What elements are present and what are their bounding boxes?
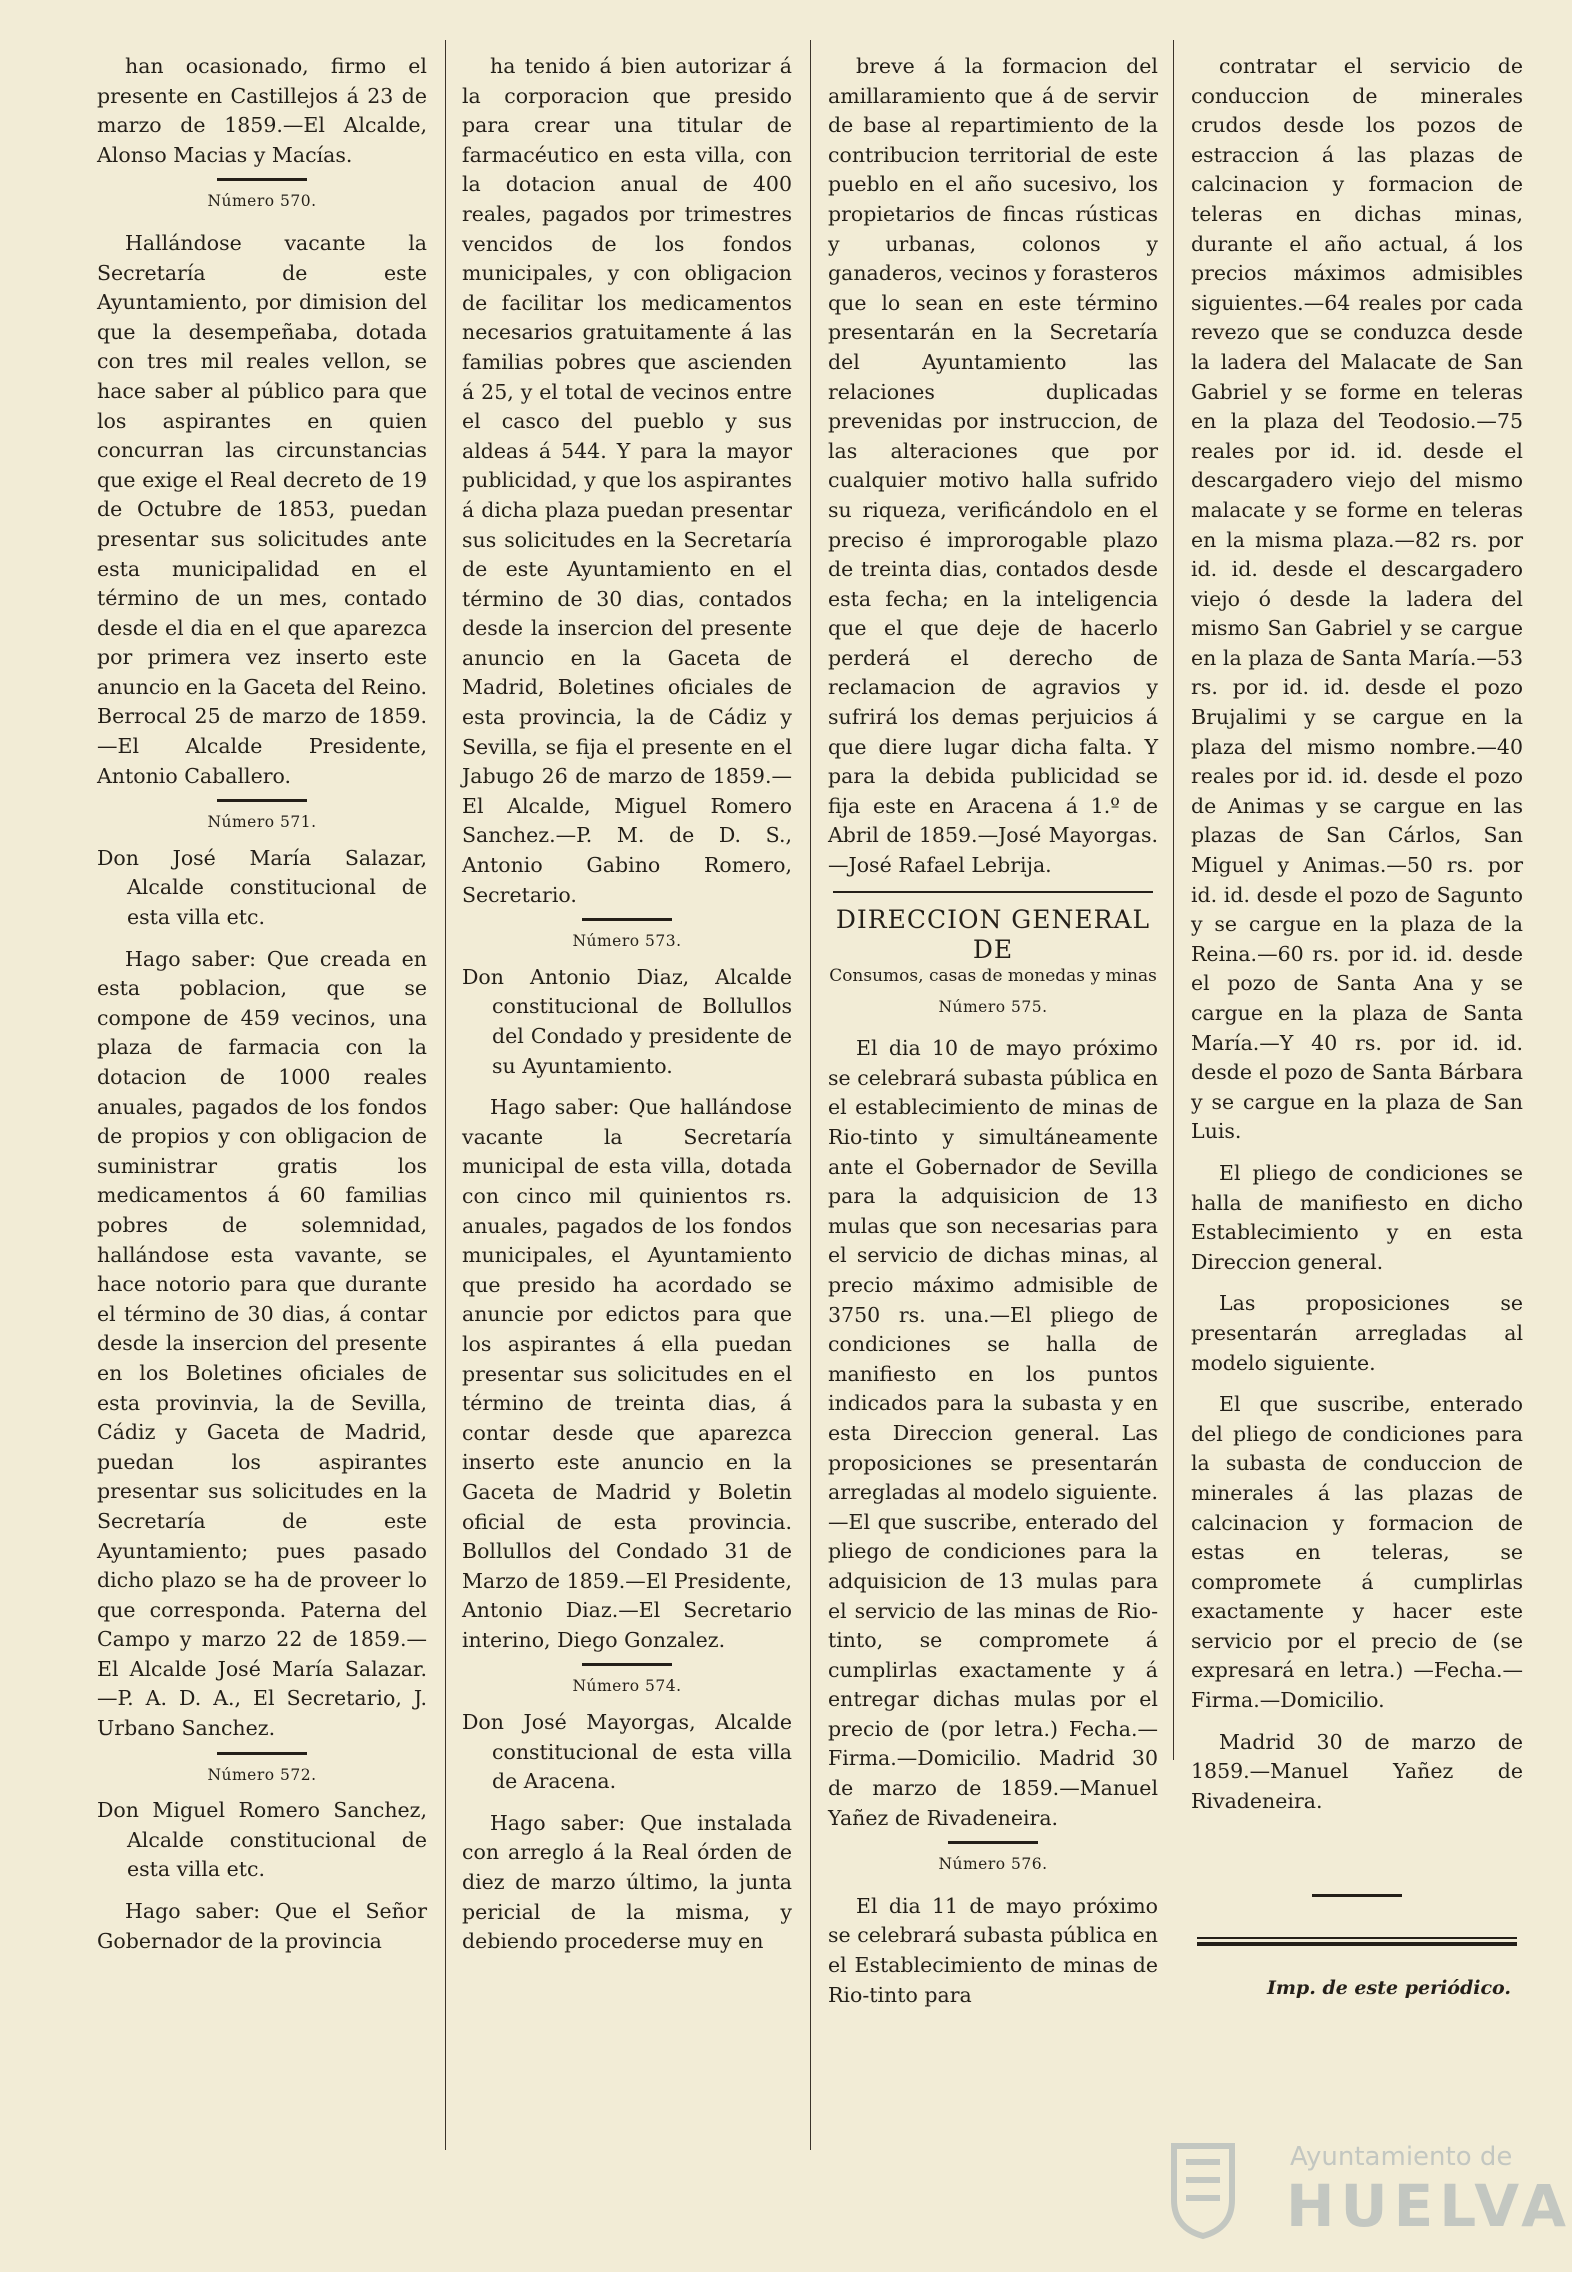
article-paragraph: Hago saber: Que instalada con arreglo á la Real órden de diez de marzo último, la junta pericial de la misma, y debiendo procederse muy en — [462, 1810, 792, 1954]
separator-dash — [217, 799, 307, 802]
notice-number: Número 576. — [938, 1855, 1048, 1874]
column-rule — [1173, 40, 1174, 1760]
closing-rules — [1191, 1937, 1523, 1946]
watermark-line1: Ayuntamiento de — [1290, 2142, 1513, 2172]
article-paragraph: ha tenido á bien autorizar á la corporacion que presido para crear una titular de farmacéutico en esta villa, con la dotacion anual de 400 reales, pagados por trimestres vencidos de los fondos municipales, y con obligacion de facilitar los medicamentos necesarios gratuitamente á las familias pobres que ascienden á 25, y el total de vecinos entre el casco del pueblo y sus aldeas á 544. Y para la mayor publicidad, y que los aspirantes á dicha plaza puedan presentar sus solicitudes en la Secretaría de este Ayuntamiento en el término de 30 dias, contados desde la insercion del presente anuncio en la Gaceta de Madrid, Boletines oficiales de esta provincia, la de Cádiz y Sevilla, se fija el presente en el Jabugo 26 de marzo de 1859.—El Alcalde, Miguel Romero Sanchez.—P. M. de D. S., Antonio Gabino Romero, Secretario. — [462, 54, 792, 907]
column-rule — [810, 40, 811, 2150]
article-paragraph: El dia 11 de mayo próximo se celebrará subasta pública en el Establecimiento de minas de Rio-tinto para — [828, 1893, 1158, 2007]
section-subtitle: Consumos, casas de monedas y minas — [829, 965, 1157, 986]
printer-imprint: Imp. de este periódico. — [1266, 1977, 1511, 2000]
separator-dash — [582, 1663, 672, 1666]
separator-dash — [948, 1841, 1038, 1844]
article-heading: Don Antonio Diaz, Alcalde constitucional de Bollullos del Condado y presidente de su Ayuntamiento. — [462, 964, 792, 1078]
article-paragraph: breve á la formacion del amillaramiento que á de servir de base al repartimiento de la contribucion territorial de este pueblo en el año sucesivo, los propietarios de fincas rústicas y urbanas, colonos y ganaderos, vecinos y forasteros que lo sean en este término presentarán en la Secretaría del Ayuntamiento las relaciones duplicadas prevenidas por instruccion, de las alteraciones que por cualquier motivo halla sufrido su riqueza, verificándolo en el preciso é improrogable plazo de treinta dias, contados desde esta fecha; en la inteligencia que el que deje de hacerlo perderá el derecho de reclamacion de agravios y sufrirá los demas perjuicios á que diere lugar dicha falta. Y para la debida publicidad se fija este en Aracena á 1.º de Abril de 1859.—José Mayorgas.—José Rafael Lebrija. — [828, 54, 1158, 878]
watermark-line2: HUELVA — [1286, 2172, 1572, 2240]
article-paragraph: Hallándose vacante la Secretaría de este Ayuntamiento, por dimision del que la desempeñaba, dotada con tres mil reales vellon, se hace saber al público para que los aspirantes en quien concurran las circunstancias que exige el Real decreto de 19 de Octubre de 1853, puedan presentar sus solicitudes ante esta municipalidad en el término de un mes, contado desde el dia en el que aparezca por primera vez inserto este anuncio en la Gaceta del Reino. Berrocal 25 de marzo de 1859.—El Alcalde Presidente, Antonio Caballero. — [97, 230, 427, 788]
article-paragraph: Madrid 30 de marzo de 1859.—Manuel Yañez de Rivadeneira. — [1191, 1729, 1523, 1813]
article-paragraph: El dia 10 de mayo próximo se celebrará subasta pública en el establecimiento de minas de Rio-tinto y simultáneamente ante el Gobernador de Sevilla para la adquisicion de 13 mulas que son necesarias para el servicio de dichas minas, al precio máximo admisible de 3750 rs. una.—El pliego de condiciones se halla de manifiesto en los puntos indicados para la subasta y en esta Direccion general. Las proposiciones se presentarán arregladas al modelo siguiente.—El que suscribe, enterado del pliego de condiciones para la adquisicion de 13 mulas para el servicio de las minas de Rio-tinto, se compromete á cumplirlas exactamente y á entregar dichas mulas por el precio de (por letra.) Fecha.—Firma.—Domicilio. Madrid 30 de marzo de 1859.—Manuel Yañez de Rivadeneira. — [828, 1036, 1158, 1830]
article-heading: Don José Mayorgas, Alcalde constitucional de esta villa de Aracena. — [462, 1710, 792, 1794]
closing-rule — [1197, 1942, 1517, 1946]
separator-dash — [217, 178, 307, 181]
column-rule — [445, 40, 446, 2150]
huelva-watermark — [1168, 2140, 1572, 2250]
article-paragraph: Las proposiciones se presentarán arregladas al modelo siguiente. — [1191, 1291, 1523, 1375]
notice-number: Número 570. — [207, 192, 317, 211]
section-rule — [833, 891, 1153, 893]
article-paragraph: Hago saber: Que el Señor Gobernador de la provincia — [97, 1899, 427, 1953]
article-heading: Don José María Salazar, Alcalde constitucional de esta villa etc. — [97, 845, 427, 930]
article-paragraph: Hago saber: Que creada en esta poblacion, que se compone de 459 vecinos, una plaza de farmacia con la dotacion de 1000 reales anuales, pagados de los fondos de propios y con obligacion de suministrar gratis los medicamentos á 60 familias pobres de solemnidad, hallándose esta vavante, se hace notorio para que durante el término de 30 dias, á contar desde la insercion del presente en los Boletines oficiales de esta provinvia, la de Sevilla, Cádiz y Gaceta de Madrid, puedan los aspirantes presentar sus solicitudes en la Secretaría de este Ayuntamiento; pues pasado dicho plazo se ha de proveer lo que corresponda. Paterna del Campo y marzo 22 de 1859.—El Alcalde José María Salazar.—P. A. D. A., El Secretario, J. Urbano Sanchez. — [97, 946, 427, 1741]
article-paragraph: contratar el servicio de conduccion de minerales crudos desde los pozos de estraccion á las plazas de calcinacion y formacion de teleras en dichas minas, durante el año actual, á los precios máximos admisibles siguientes.—64 reales por cada revezo que se conduzca desde la ladera del Malacate de San Gabriel y se forme en teleras en la plaza del Teodosio.—75 reales por id. id. desde el descargadero viejo del mismo malacate y se forme en teleras en la misma plaza.—82 rs. por id. id. desde el descargadero viejo ó desde la ladera del mismo San Gabriel y se cargue en la plaza de Santa María.—53 rs. por id. id. desde el pozo Brujalimi y se cargue en la plaza del mismo nombre.—40 reales por id. id. desde el pozo de Animas y se cargue en las plazas de San Cárlos, San Miguel y Animas.—50 rs. por id. id. desde el pozo de Sagunto y se cargue en la plaza de la Reina.—60 rs. por id. id. desde el pozo de Santa Ana y se cargue en la plaza de Santa María.—Y 40 rs. por id. id. desde el pozo de Santa Bárbara y se cargue en la plaza de San Luis. — [1191, 54, 1523, 1144]
column-2 — [462, 52, 792, 1957]
notice-number: Número 575. — [938, 997, 1048, 1016]
section-header — [828, 891, 1158, 987]
column-4 — [1191, 52, 1523, 2004]
column-3 — [828, 52, 1158, 2010]
article-paragraph: El que suscribe, enterado del pliego de condiciones para la subasta de conduccion de minerales á las plazas de calcinacion y formacion de estas en teleras, se compromete á cumplirlas exactamente y hacer este servicio por el precio de (se expresará en letra.) —Fecha.—Firma.—Domicilio. — [1191, 1392, 1523, 1713]
separator-dash — [217, 1752, 307, 1755]
article-paragraph: El pliego de condiciones se halla de manifiesto en dicho Establecimiento y en esta Direccion general. — [1191, 1160, 1523, 1274]
column-1 — [97, 52, 427, 1956]
notice-number: Número 573. — [572, 932, 682, 951]
notice-number: Número 574. — [572, 1677, 682, 1696]
closing-rule — [1197, 1937, 1517, 1939]
notice-number: Número 572. — [207, 1765, 317, 1784]
shield-icon — [1168, 2140, 1238, 2240]
section-title: DIRECCION GENERAL DE — [835, 904, 1151, 964]
article-paragraph: han ocasionado, firmo el presente en Castillejos á 23 de marzo de 1859.—El Alcalde, Alonso Macias y Macías. — [97, 54, 427, 167]
separator-dash — [582, 918, 672, 921]
notice-number: Número 571. — [207, 813, 317, 832]
separator-dash — [1312, 1894, 1402, 1897]
article-paragraph: Hago saber: Que hallándose vacante la Secretaría municipal de esta villa, dotada con cinco mil quinientos rs. anuales, pagados de los fondos municipales, el Ayuntamiento que presido ha acordado se anuncie por edictos para que los aspirantes á ella puedan presentar sus solicitudes en el término de treinta dias, á contar desde que aparezca inserto este anuncio en la Gaceta de Madrid y Boletin oficial de esta provincia. Bollullos del Condado 31 de Marzo de 1859.—El Presidente, Antonio Diaz.—El Secretario interino, Diego Gonzalez. — [462, 1095, 792, 1652]
spacer — [1191, 1816, 1523, 1886]
article-heading: Don Miguel Romero Sanchez, Alcalde constitucional de esta villa etc. — [97, 1798, 427, 1882]
